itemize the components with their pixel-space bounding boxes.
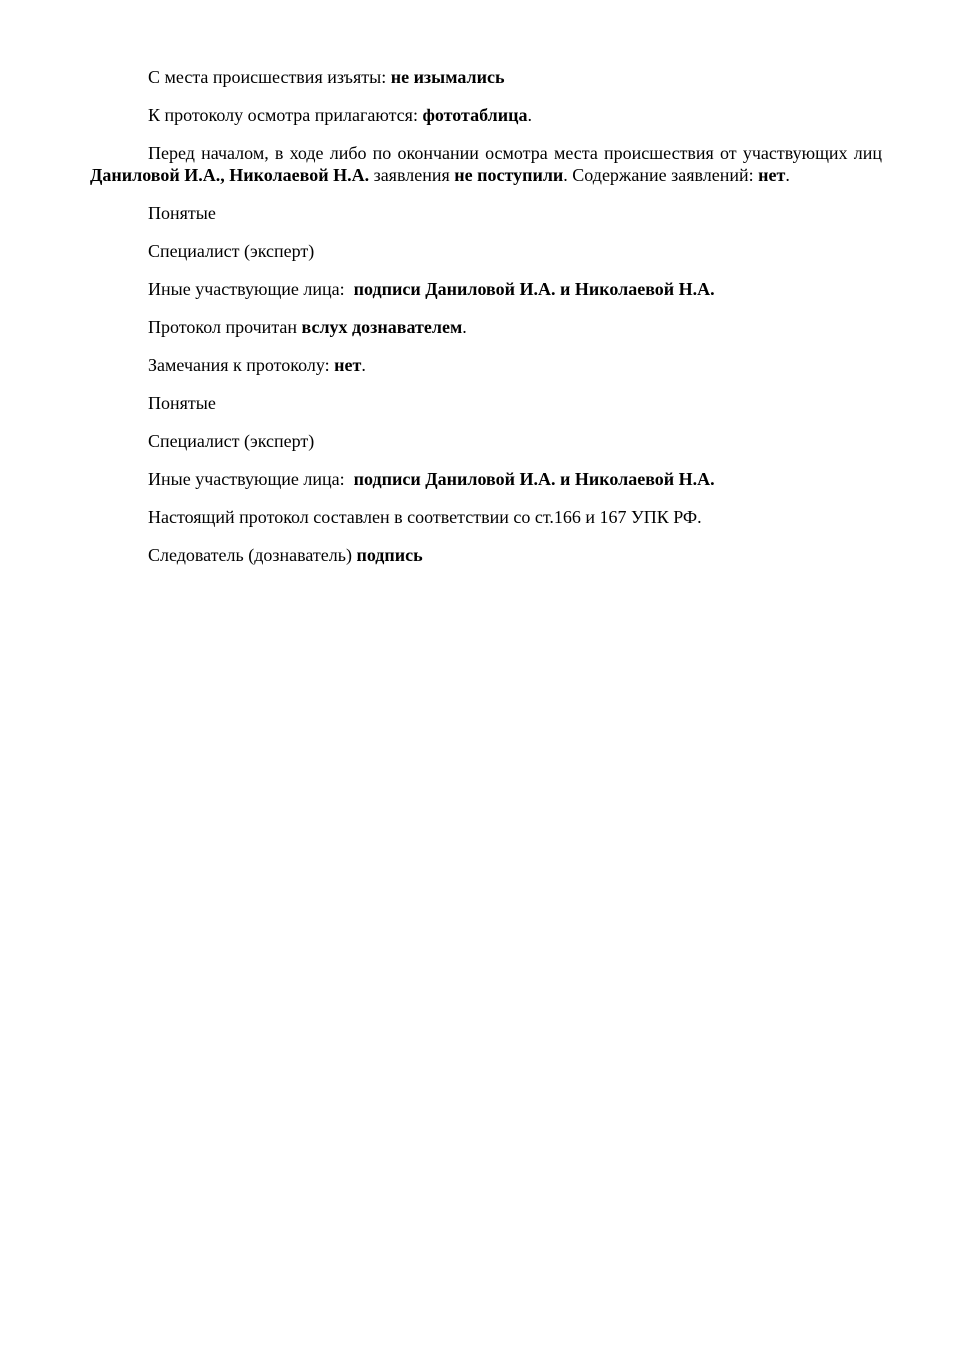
text-run: . — [361, 355, 366, 375]
text-run: К протоколу осмотра прилагаются: — [148, 105, 423, 125]
text-run: Замечания к протоколу: — [148, 355, 335, 375]
text-run-bold: Даниловой И.А., Николаевой Н.А. — [90, 165, 370, 185]
paragraph-specialist — [90, 240, 882, 262]
paragraph-protocol-read — [90, 316, 882, 338]
paragraph-witnesses — [90, 392, 882, 414]
text-run-bold: фототаблица — [422, 105, 528, 125]
text-run: . — [785, 165, 790, 185]
text-run-bold: подпись — [356, 545, 423, 565]
text-run-bold: нет — [334, 355, 362, 375]
text-run: С места происшествия изъяты: — [148, 67, 391, 87]
text-run: Протокол прочитан — [148, 317, 302, 337]
text-run-bold: подписи Даниловой И.А. и Николаевой Н.А. — [353, 279, 715, 299]
text-run-bold: не изымались — [390, 67, 505, 87]
text-run: Специалист (эксперт) — [148, 431, 315, 451]
text-run: Специалист (эксперт) — [148, 241, 315, 261]
text-run: заявления — [369, 165, 455, 185]
paragraph-remarks — [90, 354, 882, 376]
paragraph-seized-items — [90, 66, 882, 88]
text-run: Иные участвующие лица: — [148, 279, 354, 299]
paragraph-other-participants — [90, 278, 882, 300]
text-run: Настоящий протокол составлен в соответствии со ст.166 и 167 УПК РФ. — [148, 507, 702, 527]
paragraph-legal-basis — [90, 506, 882, 528]
text-run: Понятые — [148, 203, 216, 223]
paragraph-statements — [90, 142, 882, 186]
text-run: Иные участвующие лица: — [148, 469, 354, 489]
paragraph-investigator-signature — [90, 544, 882, 566]
paragraph-other-participants — [90, 468, 882, 490]
text-run: . — [462, 317, 467, 337]
document-body — [90, 66, 882, 582]
text-run: Перед началом, в ходе либо по окончании осмотра места происшествия от участвующих лиц — [148, 143, 882, 163]
text-run-bold: вслух дознавателем — [301, 317, 463, 337]
text-run: Следователь (дознаватель) — [148, 545, 357, 565]
text-run-bold: подписи Даниловой И.А. и Николаевой Н.А. — [353, 469, 715, 489]
paragraph-attachments — [90, 104, 882, 126]
text-run: . — [527, 105, 532, 125]
text-run-bold: нет — [758, 165, 786, 185]
paragraph-witnesses — [90, 202, 882, 224]
text-run-bold: не поступили — [454, 165, 564, 185]
text-run: Понятые — [148, 393, 216, 413]
paragraph-specialist — [90, 430, 882, 452]
text-run: . Содержание заявлений: — [563, 165, 759, 185]
